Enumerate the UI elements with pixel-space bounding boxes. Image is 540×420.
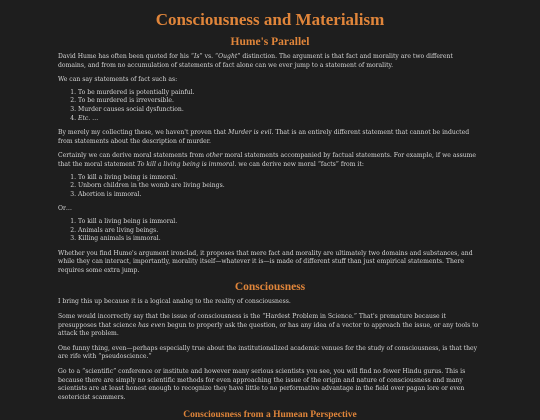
paragraph: Whether you find Hume's argument ironclad, it proposes that mere fact and morality are ultimately two domains and substances, and while they can interact, importantly, morality itself—whatever it is—is made of different stuff than just empirical statements. There requires some extra jump. <box>58 249 473 274</box>
paragraph <box>58 53 482 70</box>
emphasis: has even <box>138 321 166 329</box>
list-item: 3. Murder causes social dysfunction. <box>78 106 482 115</box>
text-span: ” vs. “ <box>199 53 219 60</box>
text-span: moral statements accompanied by factual statements. For example, if we assume that the moral statement <box>58 152 477 168</box>
section-heading-humes-parallel: Hume's Parallel <box>230 36 310 48</box>
text-span: begun to properly ask the question, or has any idea of a vector to approach the issue, or any tools to attack the problem. <box>58 321 479 338</box>
paragraph: One funny thing, even—perhaps especially true about the institutionalized academic venues for the study of consciousness, is that they are rife with “pseudoscience.” <box>58 344 478 361</box>
emphasis: Etc. <box>78 114 91 122</box>
list-item: 2. To be murdered is irreversible. <box>78 97 482 106</box>
text-span: Some would incorrectly say that the issue of consciousness is the “Hardest Problem in Science.” That's premature because it presupposes that science <box>58 313 446 329</box>
paragraph <box>58 129 482 146</box>
list-item: 2. Animals are living beings. <box>78 227 482 236</box>
moral-list <box>58 174 482 200</box>
text-span: David Hume has often been quoted for his “ <box>58 53 194 60</box>
section-heading-humean-perspective: Consciousness from a Humean Perspective <box>183 410 357 420</box>
paragraph <box>58 152 482 169</box>
text-span: . That is an entirely different statement that cannot be inducted from statements about the description of murder. <box>58 129 470 145</box>
text-span: … <box>90 114 99 122</box>
paragraph <box>58 313 482 339</box>
text-span: By merely my collecting these, we haven't proven that <box>58 129 229 137</box>
emphasis: Is <box>193 53 200 60</box>
text-span: ” distinction. The argument is that fact and morality are two different domains, and from no accumulation of statements of fact alone can we ever jump to a statement of morality. <box>58 53 453 69</box>
paragraph: We can say statements of fact such as: <box>58 76 178 84</box>
section-heading-consciousness: Consciousness <box>234 281 306 294</box>
moral-list-alt <box>58 218 482 244</box>
page-title: Consciousness and Materialism <box>155 10 385 29</box>
list-item: 1. To kill a living being is immoral. <box>78 174 482 183</box>
text-span: Certainly we can derive moral statements from <box>58 152 207 160</box>
list-item: 1. To kill a living being is immoral. <box>78 218 482 227</box>
paragraph: I bring this up because it is a logical analog to the reality of consciousness. <box>58 298 291 306</box>
emphasis: Ought <box>218 53 238 60</box>
emphasis: Murder is evil <box>228 129 272 137</box>
list-item: 3. Killing animals is immoral. <box>78 235 482 244</box>
emphasis: other <box>206 152 223 160</box>
list-item: 2. Unborn children in the womb are living beings. <box>78 182 482 191</box>
fact-list <box>58 89 482 123</box>
list-item <box>78 115 482 124</box>
list-item: 3. Abortion is immoral. <box>78 191 482 200</box>
list-item: 1. To be murdered is potentially painful. <box>78 89 482 98</box>
paragraph: Or… <box>58 205 73 213</box>
paragraph: Go to a “scientific” conference or institute and however many serious scientists you see, you will find no fewer Hindu gurus. This is because there are simply no scientific methods for even approaching the issue of the origin and nature of consciousness and many scientists are at least honest enough to recognize they have little to no performative advantage in the field over pagan lore or even esotericist scammers. <box>58 368 466 401</box>
emphasis: To kill a living being is immoral <box>137 160 235 168</box>
text-span: . we can derive new moral “facts” from it: <box>234 160 364 168</box>
